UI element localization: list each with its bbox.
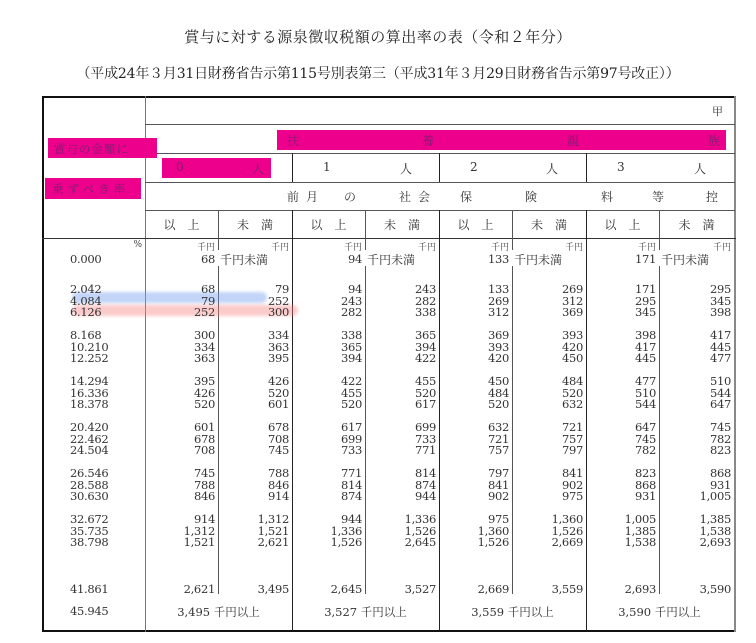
bracket-over-value: 1,521 [183,535,215,549]
bracket-under-value: 334 [267,328,289,342]
rate-value: 6.126 [70,305,102,319]
subheader-over: 以 上 [457,218,494,232]
bracket-under-value: 814 [414,466,436,480]
dependents-char-2: 養 [422,134,435,148]
subheader-over: 以 上 [604,218,641,232]
group-2-count: 2 [470,160,478,174]
bracket-over-value: 617 [340,420,362,434]
header-line-2 [145,153,735,154]
bracket-over-value: 450 [487,374,509,388]
bracket-under-value: 733 [414,431,436,446]
bracket-under-value: 477 [709,351,731,365]
bracket-under-value: 422 [414,351,436,365]
rate-value: 32.672 [70,512,109,526]
bracket-under-value: 393 [561,328,583,342]
bracket-under-value: 455 [414,374,436,388]
bracket-over-value: 420 [487,351,509,365]
bracket-over-value: 312 [487,305,509,319]
under-threshold-number: 94 [347,252,362,266]
under-threshold-suffix: 千円未満 [220,253,269,267]
bracket-over-value: 252 [193,305,215,319]
bracket-under-value: 647 [709,397,731,411]
rate-value: 26.546 [70,466,109,480]
bracket-over-value: 369 [487,328,509,342]
deduction-char: 等 [652,190,665,204]
bracket-under-value: 295 [709,282,731,296]
bracket-under-value: 369 [561,305,583,319]
bracket-over-value: 445 [634,351,656,365]
unit-thousand-yen: 千円 [490,243,509,253]
unit-percent: % [133,240,142,250]
bracket-over-value: 395 [193,374,215,388]
deduction-char: 保 [460,190,473,204]
document-subtitle: （平成24年３月31日財務省告示第115号別表第三（平成31年３月29日財務省告示第97号改正）） [76,66,680,82]
bracket-over-value: 721 [487,431,509,446]
unit-thousand-yen: 千円 [417,243,436,253]
bracket-over-value: 841 [487,477,509,492]
bracket-over-value: 944 [340,512,362,526]
group-divider [586,153,587,182]
bracket-over-value: 757 [487,443,509,457]
bracket-under-value: 363 [267,339,289,354]
rate-value: 2.042 [70,282,102,296]
bracket-under-value: 841 [561,466,583,480]
bracket-under-value: 79 [274,282,289,296]
bracket-over-value: 300 [193,328,215,342]
table-bottom-border [42,630,736,632]
bracket-over-value: 975 [487,512,509,526]
body-inner-divider [218,238,219,250]
dependents-char-4: 族 [708,134,721,148]
bracket-under-value: 484 [561,374,583,388]
group-3-count: 3 [617,160,625,174]
bracket-under-value: 632 [561,397,583,411]
group-divider [439,153,440,182]
bracket-over-value: 345 [634,305,656,319]
document-title: 賞与に対する源泉徴収税額の算出率の表（令和２年分） [184,28,572,46]
bracket-under-value: 510 [709,374,731,388]
bracket-under-value: 874 [414,477,436,492]
bracket-under-value: 300 [267,305,289,319]
table-left-border [42,96,44,632]
deduction-char: 前 [287,190,300,204]
bracket-over-value: 393 [487,339,509,354]
over-threshold-value: 3,527 千円以上 [324,605,407,619]
bracket-under-value: 3,559 [551,582,583,596]
bracket-over-value: 1,538 [624,535,656,549]
bracket-under-value: 944 [414,489,436,503]
deduction-char: 料 [601,190,614,204]
bracket-over-value: 520 [340,397,362,411]
bracket-under-value: 788 [267,466,289,480]
bracket-under-value: 745 [709,420,731,434]
bracket-under-value: 394 [414,339,436,354]
unit-thousand-yen: 千円 [637,243,656,253]
bracket-over-value: 914 [193,512,215,526]
body-inner-divider [512,238,513,250]
bracket-under-value: 2,669 [551,535,583,549]
header-line-1 [145,124,735,125]
bracket-under-value: 1,005 [699,489,731,503]
left-header-line1: 賞与の金額に [54,142,129,156]
subheader-under: 未 満 [383,218,420,232]
bracket-under-value: 2,645 [404,535,436,549]
bracket-under-value: 868 [709,466,731,480]
rate-value: 28.588 [70,477,109,492]
rate-value: 30.630 [70,489,109,503]
bracket-over-value: 363 [193,351,215,365]
bracket-under-value: 1,312 [257,512,289,526]
rate-value: 35.735 [70,523,109,538]
bracket-under-value: 975 [561,489,583,503]
rate-value: 14.294 [70,374,109,388]
bracket-over-value: 417 [634,339,656,354]
bracket-under-value: 823 [709,443,731,457]
bracket-under-value: 617 [414,397,436,411]
group-2-unit: 人 [546,162,559,176]
bracket-over-value: 931 [634,489,656,503]
bracket-under-value: 365 [414,328,436,342]
bracket-under-value: 345 [709,293,731,308]
bracket-under-value: 520 [561,385,583,400]
bracket-over-value: 771 [340,466,362,480]
deduction-char: 社 [399,190,412,204]
rate-value: 41.861 [70,582,109,596]
table-right-border [734,96,736,632]
bracket-over-value: 68 [200,282,215,296]
bracket-under-value: 269 [561,282,583,296]
bracket-over-value: 1,385 [624,523,656,538]
bracket-under-value: 520 [267,385,289,400]
under-threshold-suffix: 千円未満 [367,253,416,267]
subheader-under: 未 満 [530,218,567,232]
bracket-over-value: 544 [634,397,656,411]
bracket-under-value: 312 [561,293,583,308]
bracket-over-value: 394 [340,351,362,365]
subheader-under: 未 満 [236,218,273,232]
dependents-header-highlight [277,130,726,150]
bracket-under-value: 417 [709,328,731,342]
bracket-under-value: 797 [561,443,583,457]
rate-column-divider [145,96,146,632]
under-threshold-number: 68 [200,252,215,266]
rate-value: 24.504 [70,443,109,457]
bracket-over-value: 797 [487,466,509,480]
bracket-under-value: 243 [414,282,436,296]
body-inner-divider [365,266,366,594]
bracket-over-value: 823 [634,466,656,480]
over-threshold-value: 3,559 千円以上 [471,605,554,619]
rate-value: 22.462 [70,431,109,446]
bracket-over-value: 699 [340,431,362,446]
bracket-over-value: 2,693 [624,582,656,596]
under-threshold-number: 133 [487,252,509,266]
subheader-over: 以 上 [310,218,347,232]
subheader-over: 以 上 [163,218,200,232]
bracket-under-value: 338 [414,305,436,319]
unit-thousand-yen: 千円 [712,243,731,253]
bracket-over-value: 902 [487,489,509,503]
bracket-over-value: 601 [193,420,215,434]
bracket-over-value: 2,621 [183,582,215,596]
bracket-over-value: 1,526 [477,535,509,549]
bracket-over-value: 745 [193,466,215,480]
bracket-under-value: 1,538 [699,523,731,538]
bracket-under-value: 3,590 [699,582,731,596]
bracket-under-value: 450 [561,351,583,365]
bracket-under-value: 395 [267,351,289,365]
bracket-over-value: 520 [193,397,215,411]
rate-value: 20.420 [70,420,109,434]
bracket-under-value: 1,521 [257,523,289,538]
bracket-over-value: 422 [340,374,362,388]
bracket-over-value: 455 [340,385,362,400]
bracket-under-value: 1,526 [404,523,436,538]
deduction-char: 控 [706,190,719,204]
deduction-char: の [344,190,357,204]
bracket-under-value: 252 [267,293,289,308]
rate-value: 12.252 [70,351,109,365]
bracket-over-value: 510 [634,385,656,400]
bracket-over-value: 1,336 [330,523,362,538]
group-0-unit: 人 [252,162,265,176]
header-line-4 [145,210,735,211]
unit-thousand-yen: 千円 [343,243,362,253]
bracket-over-value: 1,526 [330,535,362,549]
bracket-under-value: 398 [709,305,731,319]
rate-value: 45.945 [70,604,109,618]
bracket-over-value: 295 [634,293,656,308]
bracket-over-value: 868 [634,477,656,492]
bracket-over-value: 782 [634,443,656,457]
bracket-under-value: 771 [414,443,436,457]
bracket-over-value: 398 [634,328,656,342]
body-group-divider [586,238,587,631]
kou-label: 甲 [712,105,723,118]
bracket-under-value: 1,360 [551,512,583,526]
table-top-border [42,96,736,98]
bracket-under-value: 601 [267,397,289,411]
bracket-under-value: 931 [709,477,731,492]
dependents-char-1: 扶 [287,134,300,148]
bracket-under-value: 1,336 [404,512,436,526]
bracket-under-value: 420 [561,339,583,354]
bracket-over-value: 243 [340,293,362,308]
body-group-divider [439,238,440,631]
body-inner-divider [512,266,513,594]
deduction-char: 険 [525,190,538,204]
bracket-under-value: 3,495 [257,582,289,596]
bracket-over-value: 632 [487,420,509,434]
group-1-count: 1 [323,160,331,174]
dependents-char-3: 親 [567,134,580,148]
bracket-under-value: 1,385 [699,512,731,526]
bracket-over-value: 426 [193,385,215,400]
bracket-over-value: 745 [634,431,656,446]
bracket-under-value: 757 [561,431,583,446]
rate-value: 38.798 [70,535,109,549]
unit-thousand-yen: 千円 [196,243,215,253]
bracket-under-value: 2,693 [699,535,731,549]
rate-value: 10.210 [70,339,109,354]
bracket-over-value: 2,669 [477,582,509,596]
bracket-under-value: 914 [267,489,289,503]
bracket-under-value: 745 [267,443,289,457]
group-1-unit: 人 [400,162,413,176]
bracket-over-value: 338 [340,328,362,342]
over-threshold-value: 3,590 千円以上 [618,605,701,619]
group-3-unit: 人 [694,162,707,176]
under-threshold-suffix: 千円未満 [514,253,563,267]
body-inner-divider [365,238,366,250]
group-0-count: 0 [176,160,184,174]
bracket-under-value: 782 [709,431,731,446]
bracket-under-value: 2,621 [257,535,289,549]
left-header-line2: 乗ずべき率 [52,182,130,196]
bracket-over-value: 484 [487,385,509,400]
under-threshold-number: 171 [634,252,656,266]
unit-thousand-yen: 千円 [564,243,583,253]
bracket-over-value: 1,312 [183,523,215,538]
bracket-under-value: 3,527 [404,582,436,596]
bracket-under-value: 426 [267,374,289,388]
unit-thousand-yen: 千円 [270,243,289,253]
bracket-under-value: 1,526 [551,523,583,538]
bracket-over-value: 678 [193,431,215,446]
group-divider [292,153,293,182]
under-threshold-suffix: 千円未満 [661,253,710,267]
bracket-over-value: 520 [487,397,509,411]
bracket-under-value: 699 [414,420,436,434]
bracket-over-value: 171 [634,282,656,296]
header-bottom-line [42,238,736,239]
rate-value: 8.168 [70,328,102,342]
bracket-over-value: 647 [634,420,656,434]
body-inner-divider [659,266,660,594]
bracket-over-value: 334 [193,339,215,354]
bracket-under-value: 544 [709,385,731,400]
rate-value: 0.000 [70,252,102,266]
bracket-over-value: 94 [347,282,362,296]
bracket-under-value: 445 [709,339,731,354]
bracket-over-value: 874 [340,489,362,503]
bracket-over-value: 1,005 [624,512,656,526]
bracket-over-value: 708 [193,443,215,457]
bracket-over-value: 79 [200,293,215,308]
bracket-over-value: 846 [193,489,215,503]
header-line-3 [145,182,735,183]
bracket-over-value: 477 [634,374,656,388]
bracket-under-value: 282 [414,293,436,308]
bracket-over-value: 733 [340,443,362,457]
bracket-under-value: 721 [561,420,583,434]
bracket-over-value: 788 [193,477,215,492]
bracket-over-value: 133 [487,282,509,296]
bracket-under-value: 708 [267,431,289,446]
subheader-under: 未 満 [678,218,715,232]
bracket-over-value: 365 [340,339,362,354]
bracket-over-value: 2,645 [330,582,362,596]
bracket-over-value: 282 [340,305,362,319]
body-inner-divider [659,238,660,250]
deduction-char: 会 [418,190,431,204]
rate-value: 16.336 [70,385,109,400]
bracket-over-value: 269 [487,293,509,308]
body-group-divider [292,238,293,631]
rate-value: 4.084 [70,293,102,308]
bracket-under-value: 846 [267,477,289,492]
over-threshold-value: 3,495 千円以上 [177,605,260,619]
deduction-char: 月 [306,190,319,204]
bracket-under-value: 678 [267,420,289,434]
bracket-over-value: 1,360 [477,523,509,538]
rate-value: 18.378 [70,397,109,411]
bracket-under-value: 902 [561,477,583,492]
bracket-under-value: 520 [414,385,436,400]
bracket-over-value: 814 [340,477,362,492]
